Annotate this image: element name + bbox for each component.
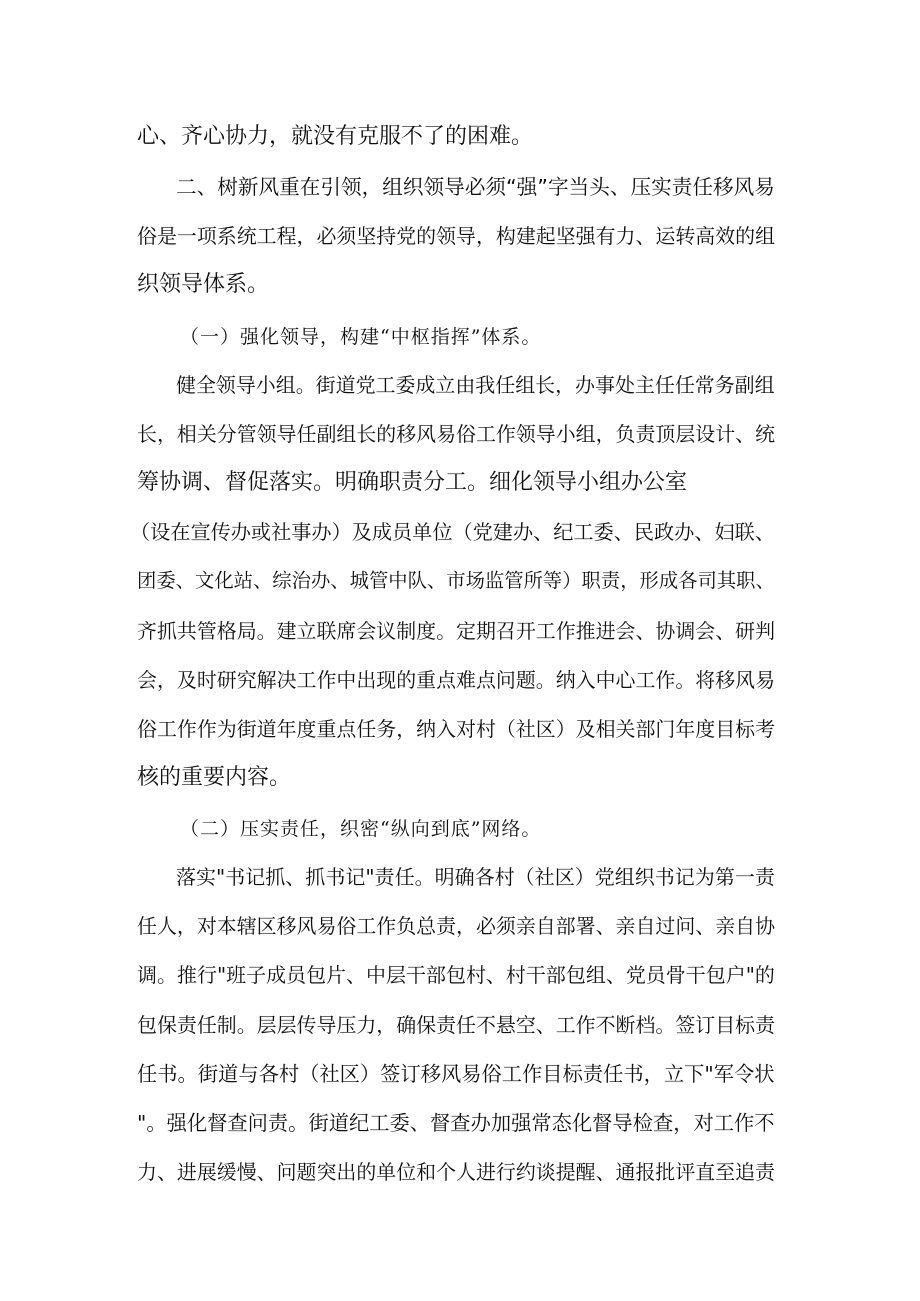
text-line [0,370,920,401]
line-text: （设在宣传办或社事办）及成员单位（党建办、纪工委、民政办、妇联、 [130,520,775,544]
line-text: 心、齐心协力，就没有克服不了的困难。 [137,124,534,149]
line-text: 任书。街道与各村（社区）签订移风易俗工作目标责任书，立下"军令状 [137,1062,775,1086]
text-line [0,665,920,696]
line-text: 二、树新风重在引领，组织领导必须“强”字当头、压实责任移风易 [176,175,775,199]
line-text: 核的重要内容。 [137,765,292,790]
line-text: 团委、文化站、综治办、城管中队、市场监管所等）职责，形成各司其职、 [137,569,775,592]
line-text: 齐抓共管格局。建立联席会议制度。定期召开工作推进会、协调会、研判 [137,619,776,643]
text-line [0,862,920,893]
text-line [0,1157,920,1188]
line-text: 长，相关分管领导任副组长的移风易俗工作领导小组，负责顶层设计、统 [137,422,776,446]
line-text: 俗是一项系统工程，必须坚持党的领导，构建起坚强有力、运转高效的组 [137,224,776,248]
text-line [0,960,920,991]
text-line [0,122,920,152]
text-line [0,468,920,498]
line-text: 会，及时研究解决工作中出现的重点难点问题。纳入中心工作。将移风易 [137,668,776,692]
text-line [0,419,920,450]
subheading-2 [0,814,920,844]
line-text: "。强化督查问责。街道纪工委、督查办加强常态化督导检查，对工作不 [137,1111,775,1135]
line-text: 包保责任制。层层传导压力，确保责任不悬空、工作不断档。签订目标责 [137,1013,776,1037]
line-text: （一）强化领导，构建“中枢指挥”体系。 [180,326,542,348]
text-line [0,517,920,548]
section-heading-2 [0,172,920,203]
line-text: 筹协调、督促落实。明确职责分工。细化领导小组办公室 [137,470,688,495]
text-line [0,911,920,942]
line-text: 落实"书记抓、抓书记"责任。明确各村（社区）党组织书记为第一责 [176,865,775,889]
line-text: 织领导体系。 [137,272,270,297]
text-line [0,1059,920,1090]
text-line [0,221,920,252]
text-line [0,1108,920,1139]
line-text: 调。推行"班子成员包片、中层干部包村、村干部包组、党员骨干包户"的 [137,963,775,987]
text-line [0,1010,920,1041]
line-text: 健全领导小组。街道党工委成立由我任组长，办事处主任任常务副组 [176,373,775,397]
text-line [0,714,920,745]
text-line [0,566,920,596]
line-text: （二）压实责任，织密“纵向到底”网络。 [180,818,542,840]
line-text: 任人，对本辖区移风易俗工作负总责，必须亲自部署、亲自过问、亲自协 [137,914,776,938]
line-text: 俗工作作为街道年度重点任务，纳入对村（社区）及相关部门年度目标考 [137,717,776,741]
subheading-1 [0,322,920,352]
line-text: 力、进展缓慢、问题突出的单位和个人进行约谈提醒、通报批评直至追责 [137,1160,776,1184]
text-line [0,270,920,300]
text-line [0,763,920,793]
text-line [0,616,920,647]
